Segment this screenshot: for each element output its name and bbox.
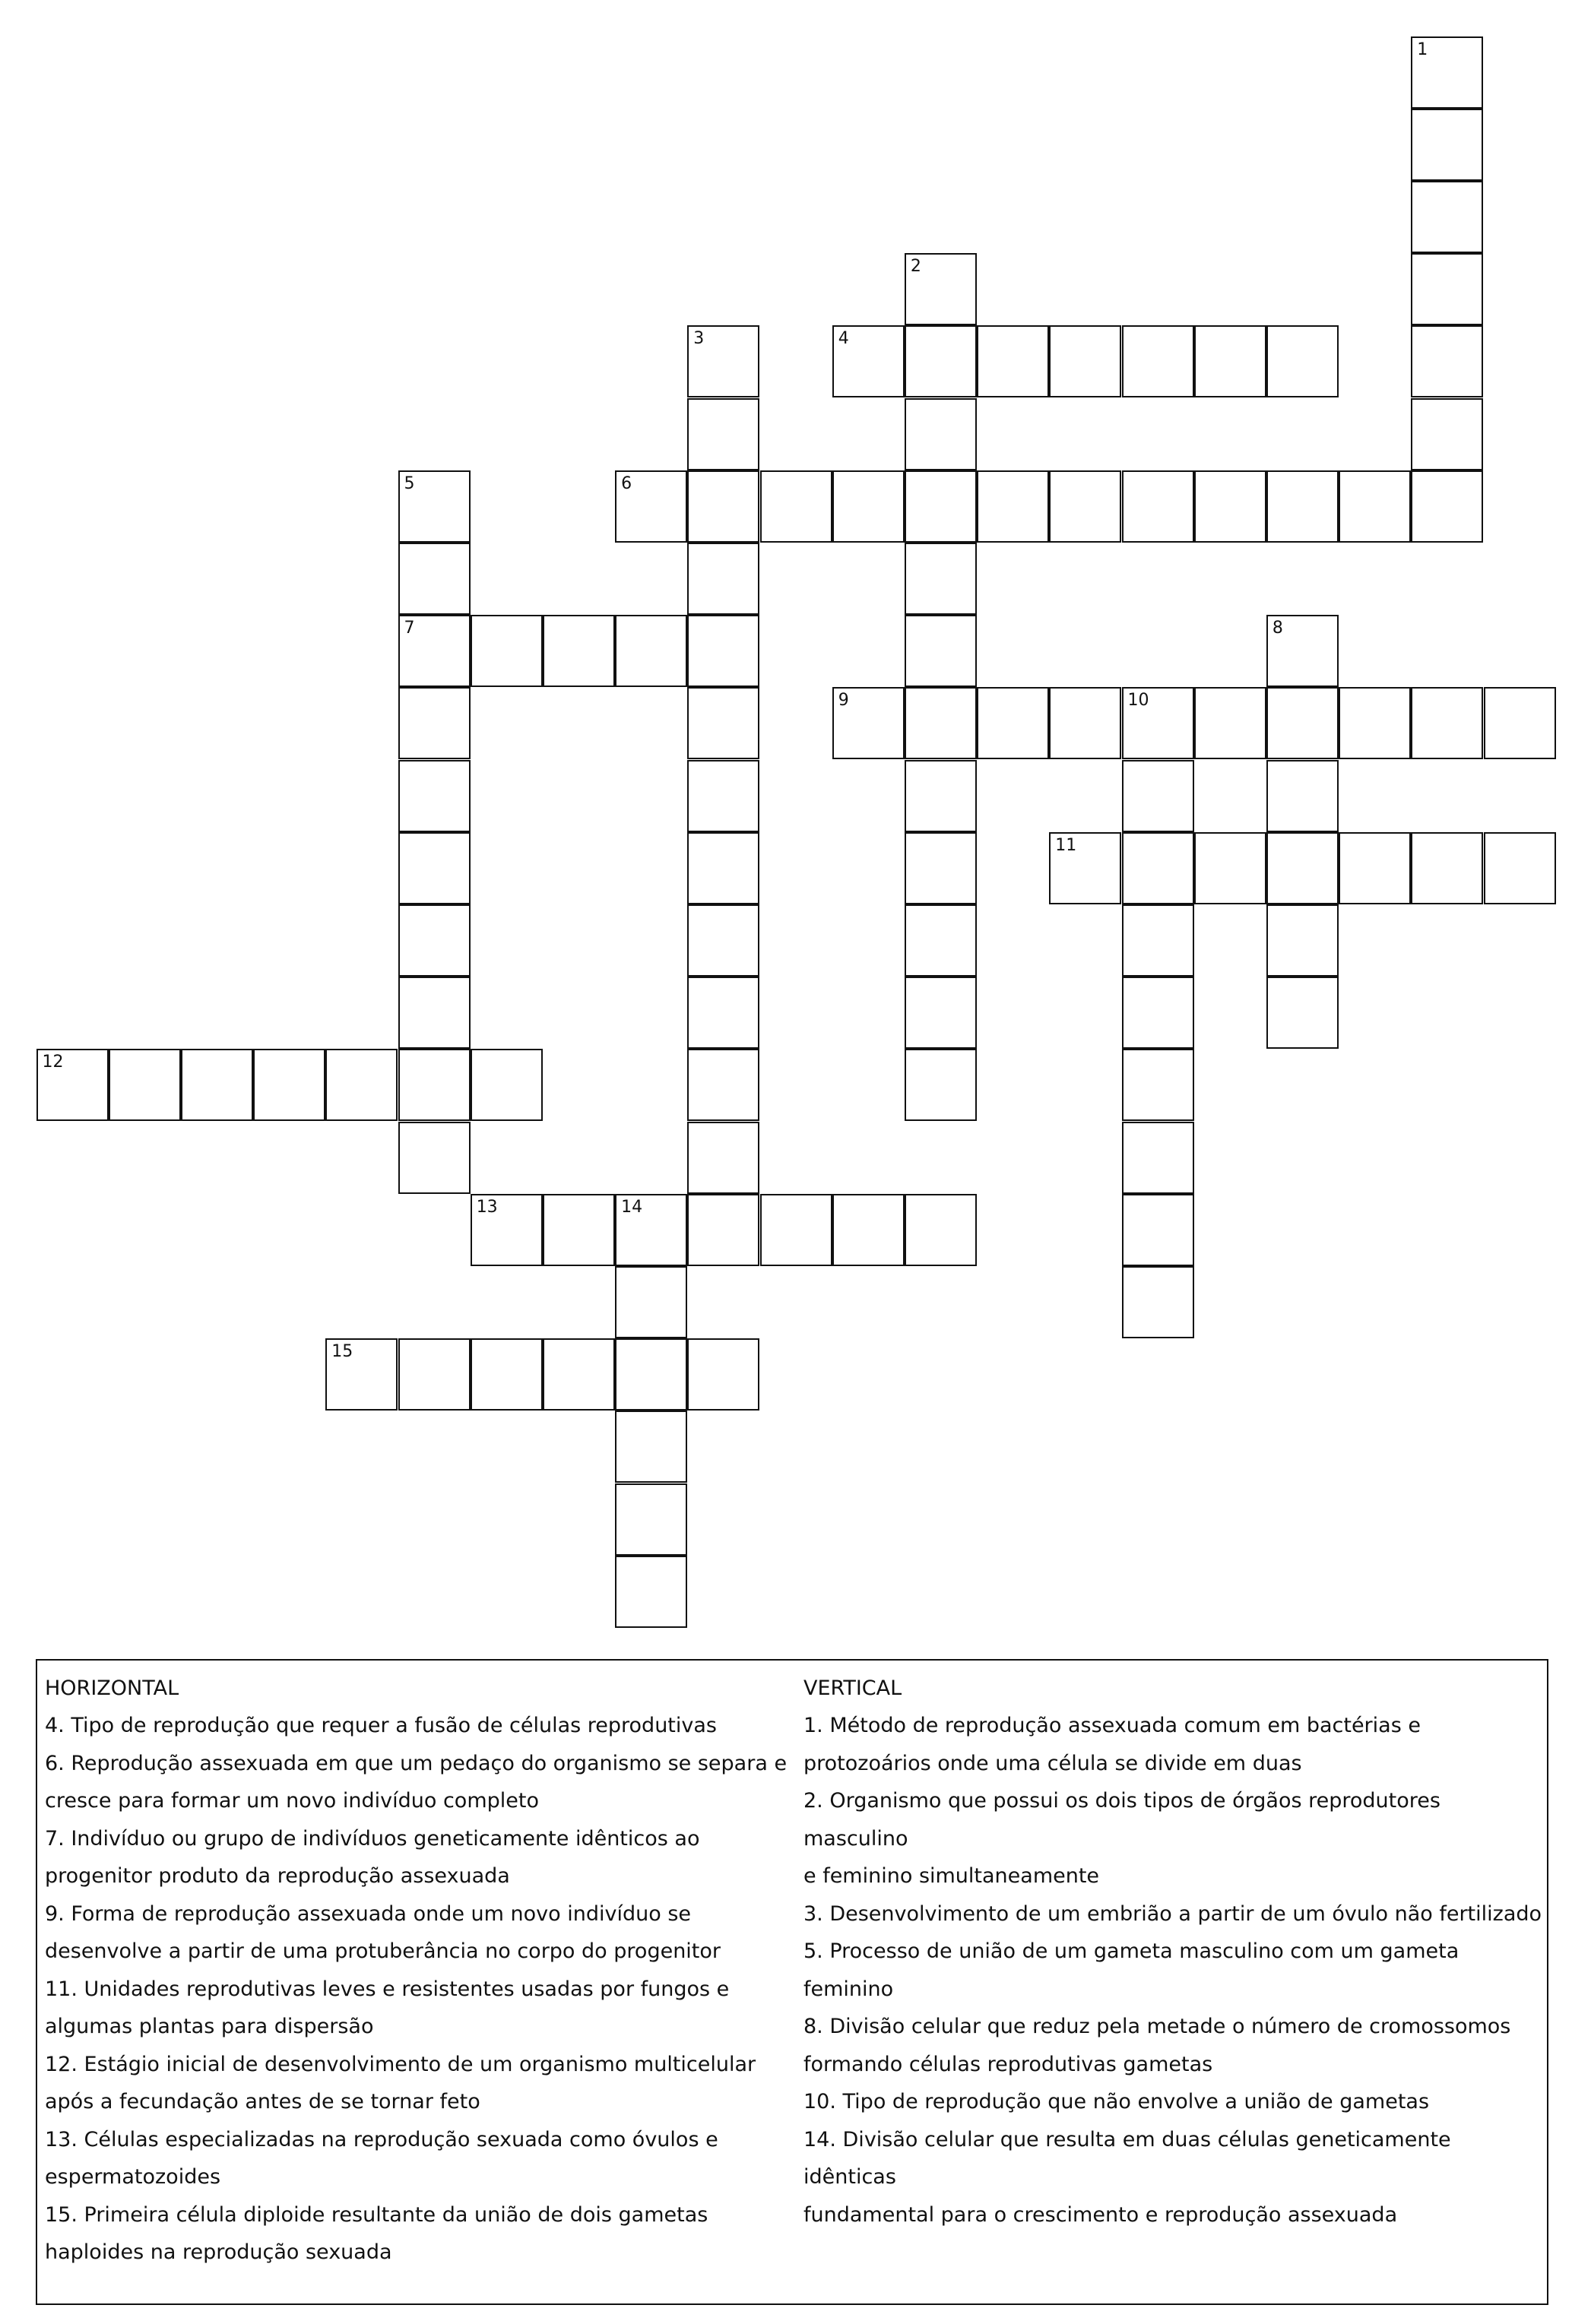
horizontal-clue-line: 11. Unidades reprodutivas leves e resistentes usadas por fungos e (45, 1977, 730, 2001)
grid-cell[interactable] (977, 470, 1049, 543)
grid-cell[interactable] (687, 1049, 759, 1121)
grid-cell[interactable] (615, 1556, 687, 1628)
cell-number: 8 (1272, 619, 1283, 638)
cell-number: 12 (42, 1053, 64, 1072)
horizontal-clue-line: 13. Células especializadas na reprodução sexuada como óvulos e (45, 2127, 718, 2151)
vertical-clue-line: 10. Tipo de reprodução que não envolve a união de gametas (803, 2090, 1430, 2113)
grid-cell[interactable] (471, 1338, 543, 1411)
grid-cell[interactable] (760, 1194, 832, 1266)
grid-cell[interactable] (1411, 36, 1483, 109)
cell-number: 6 (621, 473, 632, 493)
grid-cell[interactable] (1122, 832, 1194, 904)
grid-cell[interactable] (687, 904, 759, 977)
grid-cell[interactable] (398, 904, 471, 977)
grid-cell[interactable] (1266, 687, 1339, 759)
grid-cell[interactable] (1484, 832, 1556, 904)
cell-number: 13 (476, 1197, 498, 1217)
cell-number: 5 (404, 473, 415, 493)
vertical-clue-line: 14. Divisão celular que resulta em duas células geneticamente idênticas (803, 2127, 1451, 2189)
grid-cell[interactable] (615, 470, 687, 543)
grid-cell[interactable] (1122, 470, 1194, 543)
grid-cell[interactable] (1266, 760, 1339, 832)
cell-number: 2 (910, 257, 921, 277)
grid-cell[interactable] (325, 1049, 398, 1121)
vertical-clue-line: 1. Método de reprodução assexuada comum em bactérias e (803, 1714, 1421, 1737)
grid-cell[interactable] (1266, 977, 1339, 1049)
vertical-clue-line: 3. Desenvolvimento de um embrião a partir de um óvulo não fertilizado (803, 1901, 1542, 1926)
grid-cell[interactable] (1194, 470, 1266, 543)
vertical-clue-line: fundamental para o crescimento e reprodução assexuada (803, 2202, 1398, 2227)
horizontal-clue-line: 4. Tipo de reprodução que requer a fusão de células reprodutivas (45, 1714, 717, 1737)
grid-cell[interactable] (1122, 1266, 1194, 1338)
grid-cell[interactable] (687, 325, 759, 397)
grid-cell[interactable] (905, 543, 977, 615)
horizontal-title: HORIZONTAL (45, 1677, 179, 1700)
vertical-title: VERTICAL (803, 1677, 902, 1700)
grid-cell[interactable] (471, 1194, 543, 1266)
grid-cell[interactable] (1194, 832, 1266, 904)
grid-cell[interactable] (687, 615, 759, 687)
grid-cell[interactable] (1484, 687, 1556, 759)
cell-number: 10 (1127, 691, 1149, 711)
horizontal-clue-line: 15. Primeira célula diploide resultante da união de dois gametas (45, 2202, 708, 2227)
horizontal-clue-line: após a fecundação antes de se tornar feto (45, 2090, 480, 2113)
horizontal-clue-line: 6. Reprodução assexuada em que um pedaço do organismo se separa e (45, 1751, 788, 1775)
grid-cell[interactable] (1339, 832, 1411, 904)
grid-cell[interactable] (687, 1122, 759, 1194)
grid-cell[interactable] (832, 470, 905, 543)
grid-cell[interactable] (905, 398, 977, 470)
grid-cell[interactable] (760, 470, 832, 543)
grid-cell[interactable] (1122, 687, 1194, 759)
grid-cell[interactable] (905, 687, 977, 759)
clues-box (36, 1659, 1548, 2305)
cell-number: 9 (838, 691, 849, 711)
grid-cell[interactable] (1122, 977, 1194, 1049)
grid-cell[interactable] (905, 1194, 977, 1266)
grid-cell[interactable] (905, 977, 977, 1049)
grid-cell[interactable] (615, 1338, 687, 1411)
grid-cell[interactable] (905, 325, 977, 397)
cell-number: 1 (1417, 40, 1428, 59)
grid-cell[interactable] (1266, 904, 1339, 977)
grid-cell[interactable] (398, 615, 471, 687)
grid-cell[interactable] (1411, 109, 1483, 181)
horizontal-clue-line: algumas plantas para dispersão (45, 2015, 374, 2038)
grid-cell[interactable] (1411, 398, 1483, 470)
grid-cell[interactable] (687, 398, 759, 470)
grid-cell[interactable] (1339, 687, 1411, 759)
grid-cell[interactable] (398, 760, 471, 832)
vertical-clues-column (803, 1670, 1545, 2234)
grid-cell[interactable] (615, 1194, 687, 1266)
grid-cell[interactable] (1122, 1049, 1194, 1121)
grid-cell[interactable] (1122, 1194, 1194, 1266)
grid-cell[interactable] (1411, 832, 1483, 904)
vertical-clue-line: protozoários onde uma célula se divide em duas (803, 1751, 1302, 1775)
grid-cell[interactable] (1411, 470, 1483, 543)
horizontal-clue-line: espermatozoides (45, 2165, 221, 2189)
grid-cell[interactable] (1266, 470, 1339, 543)
cell-number: 11 (1055, 835, 1077, 855)
grid-cell[interactable] (253, 1049, 325, 1121)
grid-cell[interactable] (398, 977, 471, 1049)
grid-cell[interactable] (905, 253, 977, 325)
grid-cell[interactable] (1266, 832, 1339, 904)
grid-cell[interactable] (181, 1049, 253, 1121)
grid-cell[interactable] (687, 543, 759, 615)
grid-cell[interactable] (687, 470, 759, 543)
grid-cell[interactable] (687, 760, 759, 832)
grid-cell[interactable] (687, 1194, 759, 1266)
grid-cell[interactable] (832, 325, 905, 397)
grid-cell[interactable] (398, 687, 471, 759)
horizontal-clue-line: 7. Indivíduo ou grupo de indivíduos geneticamente idênticos ao (45, 1826, 700, 1851)
grid-cell[interactable] (1411, 687, 1483, 759)
vertical-clue-line: 2. Organismo que possui os dois tipos de órgãos reprodutores masculino (803, 1789, 1440, 1851)
grid-cell[interactable] (905, 470, 977, 543)
grid-cell[interactable] (687, 832, 759, 904)
grid-cell[interactable] (905, 1049, 977, 1121)
grid-cell[interactable] (1122, 904, 1194, 977)
horizontal-clue-line: 12. Estágio inicial de desenvolvimento de um organismo multicelular (45, 2052, 756, 2076)
grid-cell[interactable] (1194, 325, 1266, 397)
grid-cell[interactable] (687, 687, 759, 759)
vertical-clue-line: formando células reprodutivas gametas (803, 2052, 1213, 2076)
grid-cell[interactable] (687, 1338, 759, 1411)
grid-cell[interactable] (687, 977, 759, 1049)
grid-cell[interactable] (905, 760, 977, 832)
grid-cell[interactable] (977, 325, 1049, 397)
horizontal-clue-line: progenitor produto da reprodução assexuada (45, 1864, 510, 1888)
horizontal-clue-line: desenvolve a partir de uma protuberância no corpo do progenitor (45, 1939, 721, 1963)
horizontal-clue-line: 9. Forma de reprodução assexuada onde um novo indivíduo se (45, 1901, 691, 1926)
grid-cell[interactable] (615, 1411, 687, 1483)
grid-cell[interactable] (1411, 325, 1483, 397)
grid-cell[interactable] (471, 1049, 543, 1121)
grid-cell[interactable] (832, 687, 905, 759)
cell-number: 4 (838, 329, 849, 349)
grid-cell[interactable] (325, 1338, 398, 1411)
grid-cell[interactable] (398, 1338, 471, 1411)
cell-number: 15 (331, 1342, 353, 1362)
grid-cell[interactable] (109, 1049, 181, 1121)
grid-cell[interactable] (1339, 470, 1411, 543)
cell-number: 7 (404, 619, 415, 638)
cell-number: 3 (693, 329, 705, 349)
vertical-clue-line: e feminino simultaneamente (803, 1864, 1100, 1888)
grid-cell[interactable] (905, 832, 977, 904)
grid-cell[interactable] (832, 1194, 905, 1266)
grid-cell[interactable] (977, 687, 1049, 759)
grid-cell[interactable] (1411, 181, 1483, 253)
grid-cell[interactable] (1266, 325, 1339, 397)
grid-cell[interactable] (543, 1194, 615, 1266)
grid-cell[interactable] (615, 1483, 687, 1556)
grid-cell[interactable] (1049, 687, 1121, 759)
grid-cell[interactable] (398, 470, 471, 543)
grid-cell[interactable] (615, 1266, 687, 1338)
cell-number: 14 (621, 1197, 643, 1217)
vertical-clue-line: 5. Processo de união de um gameta masculino com um gameta feminino (803, 1939, 1459, 2001)
grid-cell[interactable] (398, 1049, 471, 1121)
grid-cell[interactable] (1122, 760, 1194, 832)
grid-cell[interactable] (1049, 832, 1121, 904)
grid-cell[interactable] (36, 1049, 109, 1121)
grid-cell[interactable] (1049, 325, 1121, 397)
grid-cell[interactable] (471, 615, 543, 687)
grid-cell[interactable] (1266, 615, 1339, 687)
grid-cell[interactable] (1411, 253, 1483, 325)
vertical-clue-list (803, 1707, 1545, 2234)
horizontal-clue-list (45, 1707, 790, 2272)
vertical-clue-line: 8. Divisão celular que reduz pela metade o número de cromossomos (803, 2015, 1511, 2038)
horizontal-clues-column (45, 1670, 790, 2272)
horizontal-clue-line: haploides na reprodução sexuada (45, 2240, 392, 2264)
grid-cell[interactable] (398, 1122, 471, 1194)
grid-cell[interactable] (905, 904, 977, 977)
grid-cell[interactable] (543, 615, 615, 687)
grid-cell[interactable] (615, 615, 687, 687)
grid-cell[interactable] (398, 832, 471, 904)
grid-cell[interactable] (1122, 325, 1194, 397)
grid-cell[interactable] (1049, 470, 1121, 543)
grid-cell[interactable] (543, 1338, 615, 1411)
grid-cell[interactable] (1194, 687, 1266, 759)
grid-cell[interactable] (398, 543, 471, 615)
grid-cell[interactable] (905, 615, 977, 687)
grid-cell[interactable] (1122, 1122, 1194, 1194)
horizontal-clue-line: cresce para formar um novo indivíduo completo (45, 1789, 539, 1813)
